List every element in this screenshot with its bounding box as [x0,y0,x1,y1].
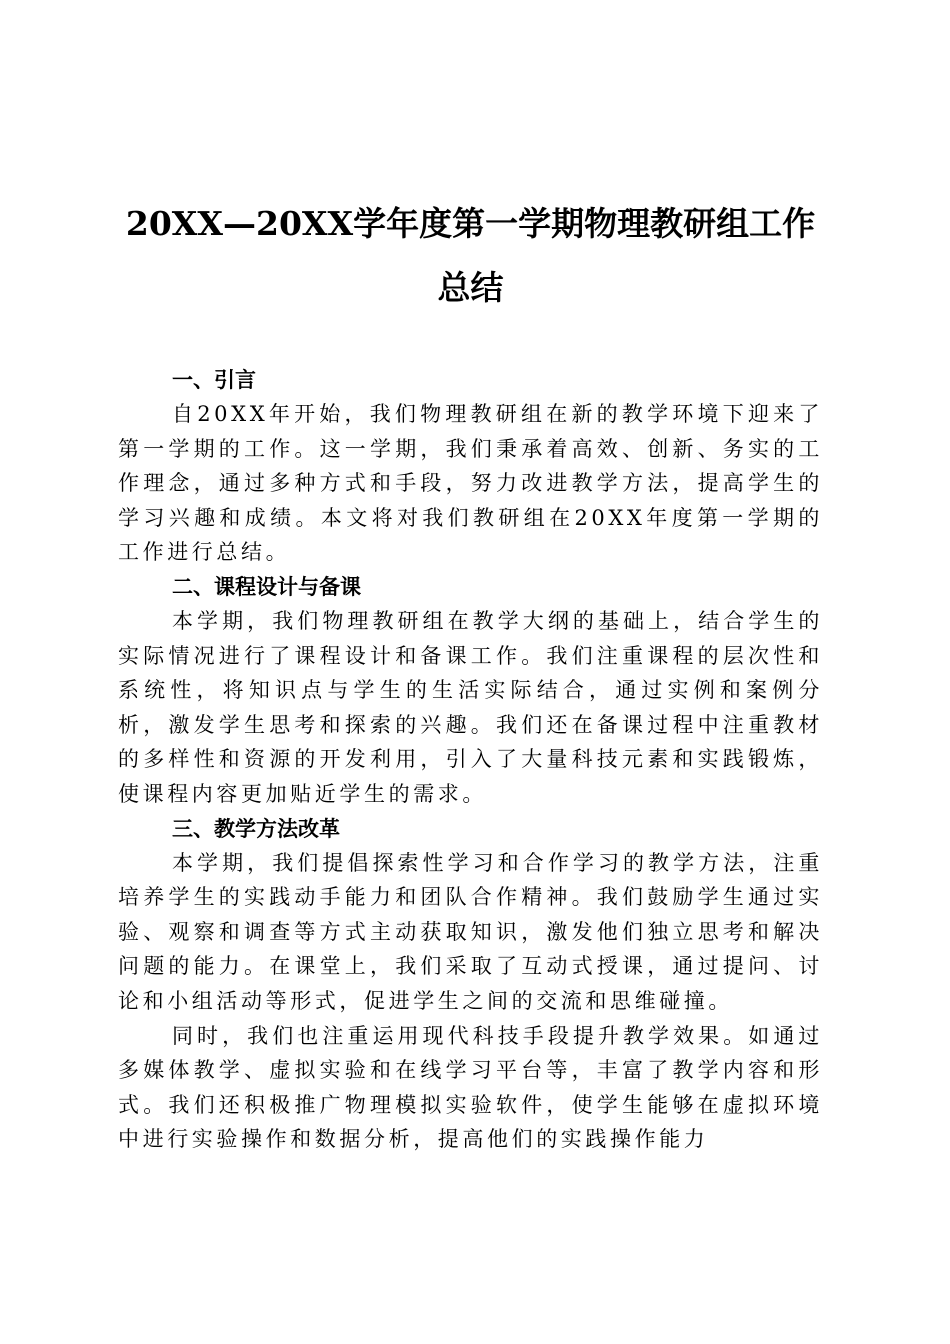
section-course-design [118,570,823,812]
section-introduction [118,363,823,570]
document-title-line-2: 总结 [437,268,504,307]
paragraph: 本学期，我们物理教研组在教学大纲的基础上，结合学生的实际情况进行了课程设计和备课工作。我们注重课程的层次性和系统性，将知识点与学生的生活实际结合，通过实例和案例分析，激发学生思考和探索的兴趣。我们还在备课过程中注重教材的多样性和资源的开发利用，引入了大量科技元素和实践锻炼，使课程内容更加贴近学生的需求。 [118,608,823,806]
paragraph: 同时，我们也注重运用现代科技手段提升教学效果。如通过多媒体教学、虚拟实验和在线学习平台等，丰富了教学内容和形式。我们还积极推广物理模拟实验软件，使学生能够在虚拟环境中进行实验操作和数据分析，提高他们的实践操作能力 [118,1023,823,1152]
document-title-line-1: 20XX—20XX学年度第一学期物理教研组工作 [125,204,816,243]
paragraph: 自20XX年开始，我们物理教研组在新的教学环境下迎来了第一学期的工作。这一学期，我们秉承着高效、创新、务实的工作理念，通过多种方式和手段，努力改进教学方法，提高学生的学习兴趣和成绩。本文将对我们教研组在20XX年度第一学期的工作进行总结。 [118,402,823,565]
document-body [118,363,823,1157]
section-heading: 一、引言 [172,368,256,392]
paragraph: 本学期，我们提倡探索性学习和合作学习的教学方法，注重培养学生的实践动手能力和团队合作精神。我们鼓励学生通过实验、观察和调查等方式主动获取知识，激发他们独立思考和解决问题的能力。在课堂上，我们采取了互动式授课，通过提问、讨论和小组活动等形式，促进学生之间的交流和思维碰撞。 [118,850,823,1013]
section-heading: 三、教学方法改革 [172,816,340,841]
section-heading: 二、课程设计与备课 [172,574,361,599]
section-teaching-reform [118,812,823,1157]
